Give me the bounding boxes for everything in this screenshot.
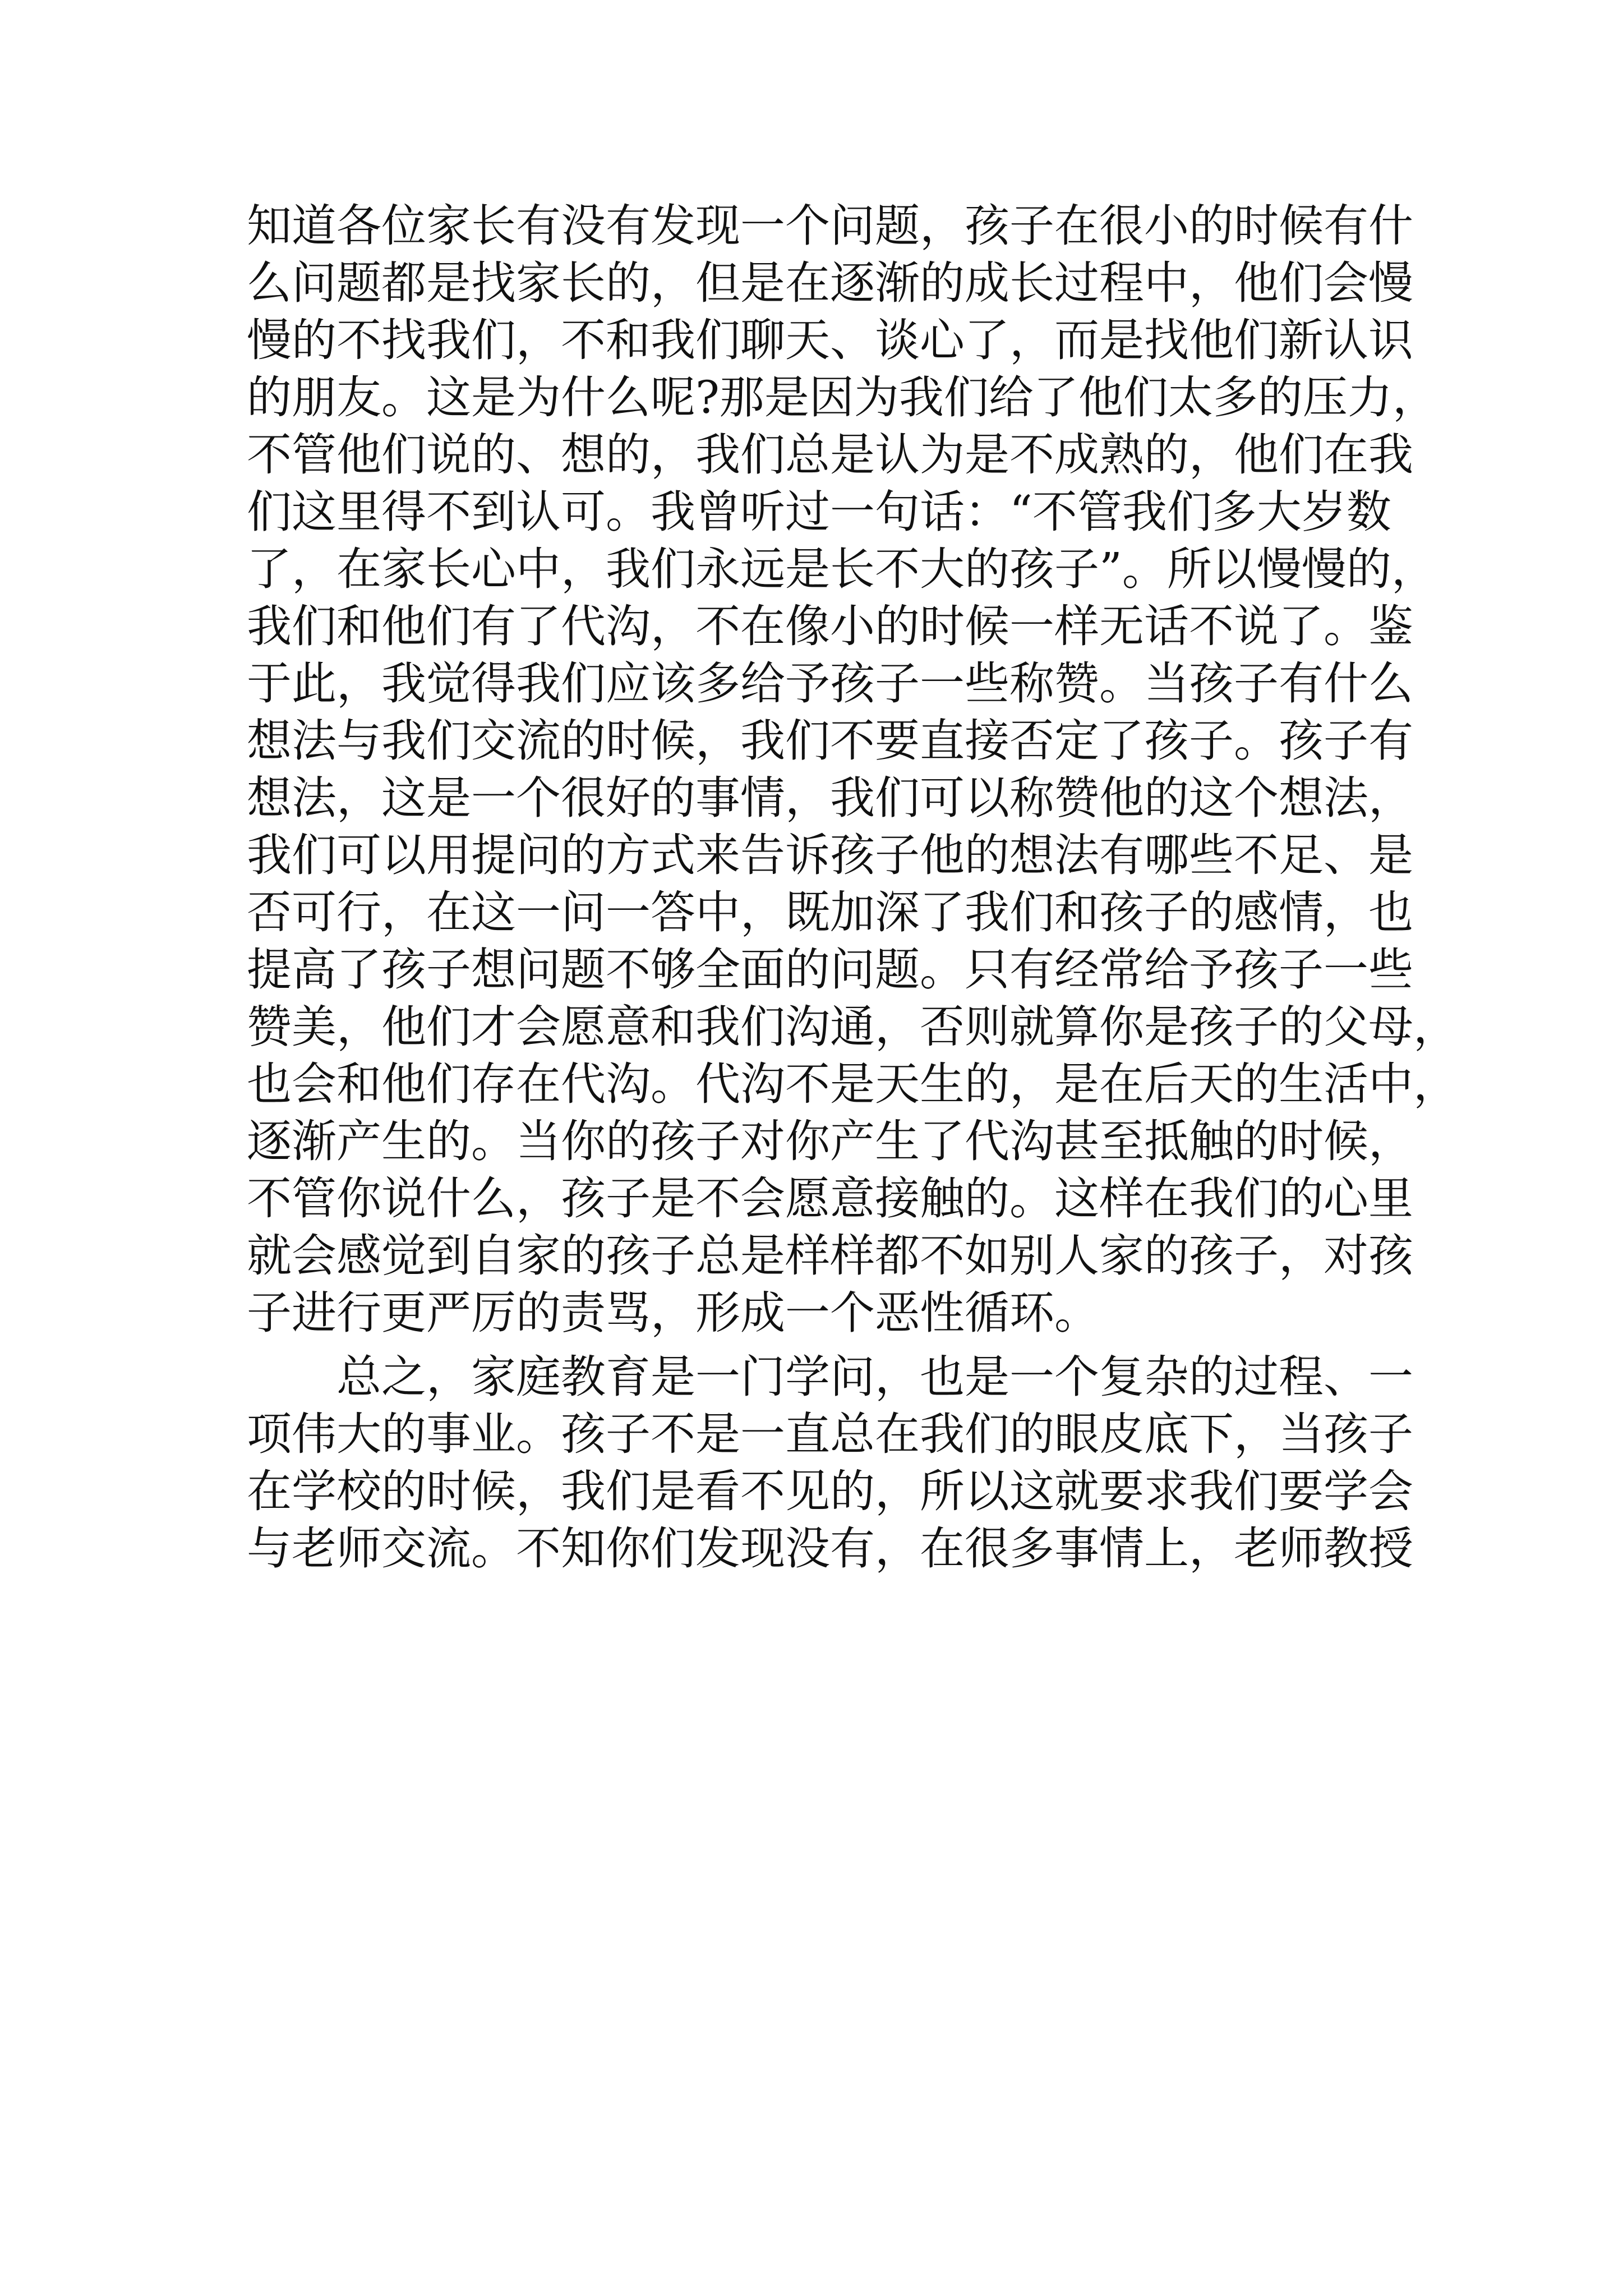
text-line: 就会感觉到自家的孩子总是样样都不如别人家的孩子，对孩: [247, 1230, 1413, 1282]
text-line: 了，在家长心中，我们永远是长不大的孩子”。所以慢慢的，: [247, 543, 1436, 595]
text-line: 提高了孩子想问题不够全面的问题。只有经常给予孩子一些: [247, 944, 1413, 996]
text-line: 子进行更严厉的责骂，形成一个恶性循环。: [247, 1287, 1099, 1339]
text-line: 么问题都是找家长的，但是在逐渐的成长过程中，他们会慢: [247, 257, 1413, 309]
text-line: 总之，家庭教育是一门学问，也是一个复杂的过程、一: [336, 1351, 1413, 1403]
text-line: 我们和他们有了代沟，不在像小的时候一样无话不说了。鉴: [247, 600, 1413, 652]
text-line: 想法与我们交流的时候，我们不要直接否定了孩子。孩子有: [247, 715, 1413, 767]
text-line: 的朋友。这是为什么呢?那是因为我们给了他们太多的压力，: [247, 371, 1437, 424]
text-line: 与老师交流。不知你们发现没有，在很多事情上，老师教授: [247, 1522, 1413, 1575]
text-line: 们这里得不到认可。我曾听过一句话：“不管我们多大岁数: [247, 486, 1391, 538]
text-line: 慢的不找我们，不和我们聊天、谈心了，而是找他们新认识: [247, 314, 1413, 366]
text-line: 我们可以用提问的方式来告诉孩子他的想法有哪些不足、是: [247, 829, 1413, 881]
text-line: 在学校的时候，我们是看不见的，所以这就要求我们要学会: [247, 1465, 1413, 1517]
paragraph-1: [247, 197, 1458, 1342]
paragraph-2: [247, 1349, 1413, 1577]
paragraph-gap: [247, 1342, 1391, 1349]
text-line: 不管他们说的、想的，我们总是认为是不成熟的，他们在我: [247, 429, 1413, 481]
text-line: 逐渐产生的。当你的孩子对你产生了代沟甚至抵触的时候，: [247, 1115, 1413, 1167]
text-line: 否可行，在这一问一答中，既加深了我们和孩子的感情，也: [247, 886, 1413, 938]
text-line: 赞美，他们才会愿意和我们沟通，否则就算你是孩子的父母，: [247, 1001, 1458, 1053]
text-line: 也会和他们存在代沟。代沟不是天生的，是在后天的生活中，: [247, 1058, 1458, 1110]
text-line: 项伟大的事业。孩子不是一直总在我们的眼皮底下，当孩子: [247, 1408, 1413, 1460]
text-line: 不管你说什么，孩子是不会愿意接触的。这样在我们的心里: [247, 1172, 1413, 1225]
text-line: 想法，这是一个很好的事情，我们可以称赞他的这个想法，: [247, 772, 1413, 824]
text-line: 知道各位家长有没有发现一个问题，孩子在很小的时候有什: [247, 200, 1413, 252]
text-line: 于此，我觉得我们应该多给予孩子一些称赞。当孩子有什么: [247, 657, 1413, 710]
body-text: [247, 197, 1458, 1577]
